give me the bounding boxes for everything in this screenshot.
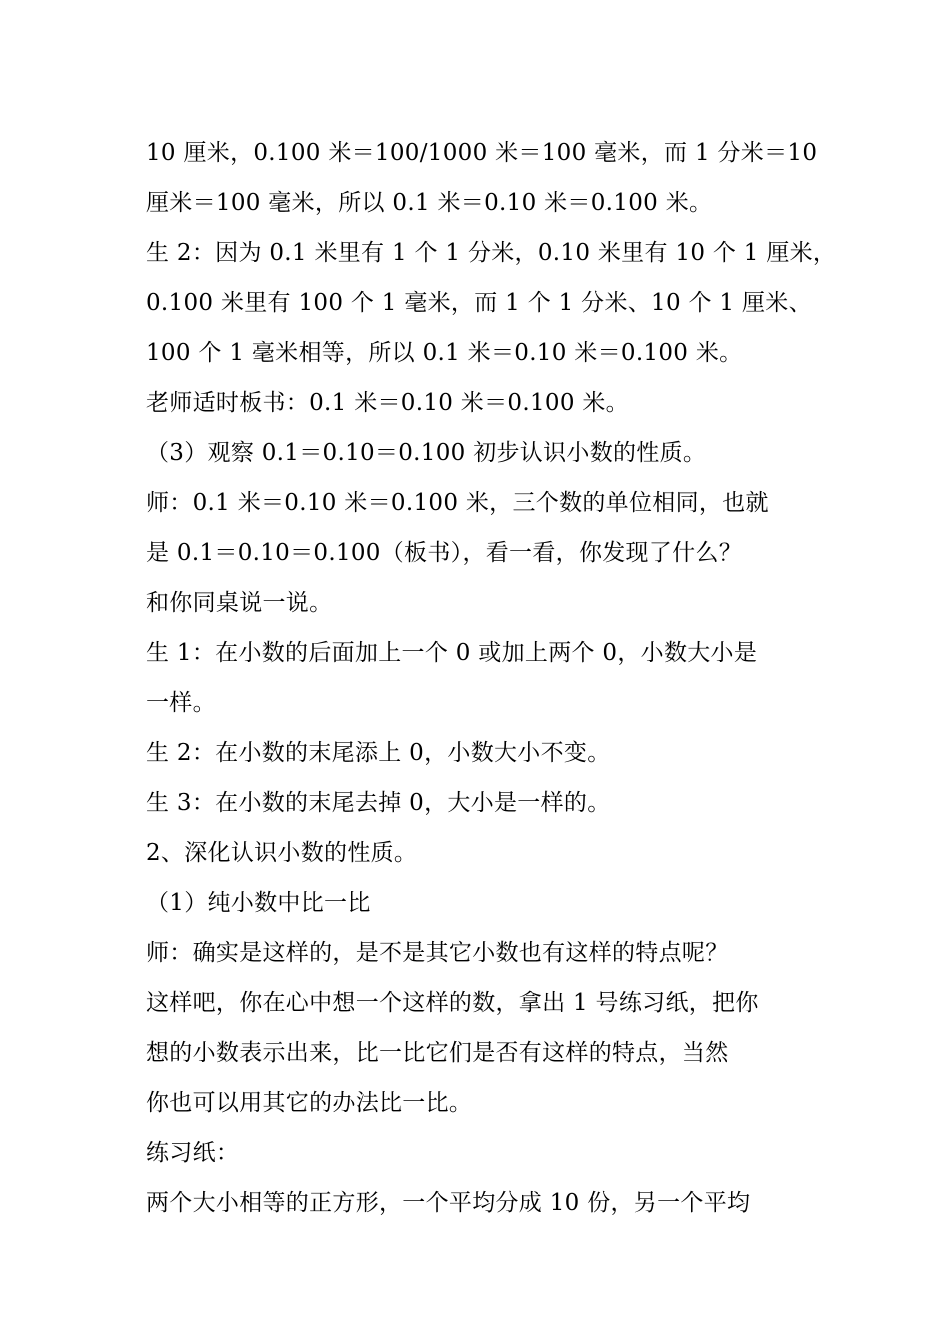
text-line: 两个大小相等的正方形，一个平均分成 10 份，另一个平均 bbox=[146, 1190, 751, 1216]
text-line: 厘米＝100 毫米，所以 0.1 米＝0.10 米＝0.100 米。 bbox=[146, 190, 713, 216]
text-line: 10 厘米，0.100 米＝100/1000 米＝100 毫米，而 1 分米＝10 bbox=[146, 140, 818, 166]
text-line: 生 2：因为 0.1 米里有 1 个 1 分米，0.10 米里有 10 个 1 厘米， bbox=[146, 240, 837, 266]
subsection-heading: （1）纯小数中比一比 bbox=[146, 890, 371, 916]
text-line: 师：0.1 米＝0.10 米＝0.100 米，三个数的单位相同，也就 bbox=[146, 490, 769, 516]
text-line: 生 2：在小数的末尾添上 0，小数大小不变。 bbox=[146, 740, 611, 766]
text-line: 0.100 米里有 100 个 1 毫米，而 1 个 1 分米、10 个 1 厘米、 bbox=[146, 290, 812, 316]
section-heading: 2、深化认识小数的性质。 bbox=[146, 840, 418, 866]
text-line: 这样吧，你在心中想一个这样的数，拿出 1 号练习纸，把你 bbox=[146, 990, 759, 1016]
text-line: 是 0.1＝0.10＝0.100（板书），看一看，你发现了什么？ bbox=[146, 540, 743, 566]
text-line: 练习纸： bbox=[146, 1140, 240, 1166]
text-line: 和你同桌说一说。 bbox=[146, 590, 333, 616]
text-line: 生 1：在小数的后面加上一个 0 或加上两个 0，小数大小是 bbox=[146, 640, 758, 666]
text-line: 老师适时板书：0.1 米＝0.10 米＝0.100 米。 bbox=[146, 390, 629, 416]
text-line: 生 3：在小数的末尾去掉 0，大小是一样的。 bbox=[146, 790, 611, 816]
text-line: 想的小数表示出来，比一比它们是否有这样的特点，当然 bbox=[146, 1040, 729, 1066]
text-line: 师：确实是这样的，是不是其它小数也有这样的特点呢？ bbox=[146, 940, 729, 966]
document-body bbox=[146, 128, 837, 1228]
text-line: 100 个 1 毫米相等，所以 0.1 米＝0.10 米＝0.100 米。 bbox=[146, 340, 743, 366]
text-line: 一样。 bbox=[146, 690, 216, 716]
text-line: （3）观察 0.1＝0.10＝0.100 初步认识小数的性质。 bbox=[146, 440, 707, 466]
text-line: 你也可以用其它的办法比一比。 bbox=[146, 1090, 473, 1116]
